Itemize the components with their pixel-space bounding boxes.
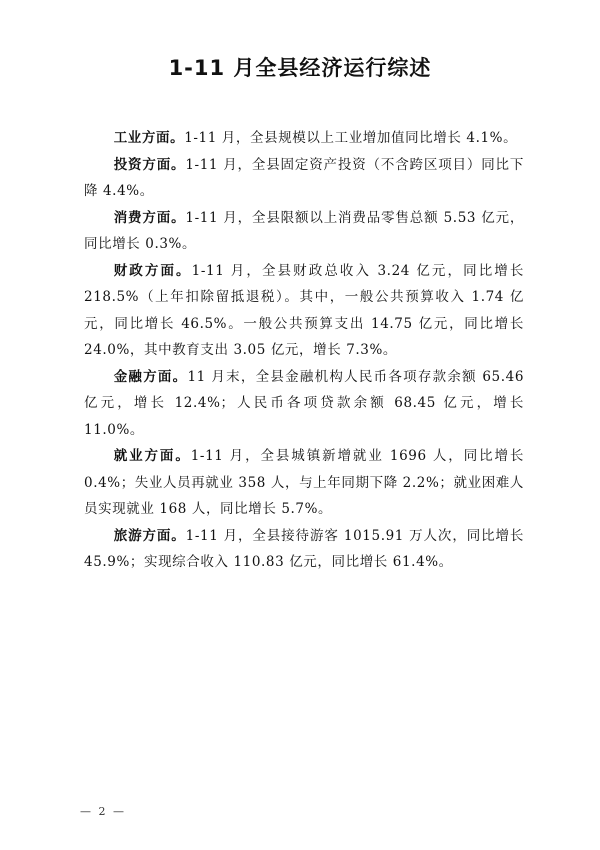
paragraph-tourism bbox=[84, 523, 524, 576]
paragraph-text: 1-11 月，全县限额以上消费品零售总额 5.53 亿元，同比增长 0.3%。 bbox=[84, 209, 524, 252]
page-number: — 2 — bbox=[80, 805, 126, 818]
paragraph-label: 财政方面。 bbox=[113, 262, 192, 279]
paragraph-text: 1-11 月，全县接待游客 1015.91 万人次，同比增长 45.9%；实现综合收入 110.83 亿元，同比增长 61.4%。 bbox=[84, 527, 525, 570]
paragraph-text: 1-11 月，全县城镇新增就业 1696 人，同比增长 0.4%；失业人员再就业 358 人，与上年同期下降 2.2%；就业困难人员实现就业 168 人，同比增长 5.7%。 bbox=[84, 448, 525, 517]
paragraph-text: 1-11 月，全县固定资产投资（不含跨区项目）同比下降 4.4%。 bbox=[84, 156, 524, 199]
paragraph-label: 消费方面。 bbox=[113, 209, 186, 226]
paragraph-label: 金融方面。 bbox=[113, 368, 188, 385]
paragraph-text: 1-11 月，全县规模以上工业增加值同比增长 4.1%。 bbox=[184, 130, 518, 146]
paragraph-finance bbox=[84, 258, 524, 364]
paragraph-label: 工业方面。 bbox=[113, 130, 185, 146]
paragraph-label: 就业方面。 bbox=[113, 448, 191, 464]
paragraph-banking bbox=[84, 364, 524, 444]
document-title: 1-11 月全县经济运行综述 bbox=[168, 56, 432, 80]
paragraph-consumption bbox=[84, 205, 524, 258]
paragraph-investment bbox=[84, 152, 524, 205]
paragraph-label: 投资方面。 bbox=[113, 156, 186, 173]
document-body bbox=[84, 125, 524, 576]
paragraph-text: 1-11 月，全县财政总收入 3.24 亿元，同比增长 218.5%（上年扣除留抵退税）。其中，一般公共预算收入 1.74 亿元，同比增长 46.5%。一般公共预算支出 14.75 亿元，同比增长 24.0%，其中教育支出 3.05 亿元，增长 7.3%。 bbox=[84, 262, 524, 358]
paragraph-industry bbox=[84, 125, 524, 152]
paragraph-label: 旅游方面。 bbox=[113, 527, 186, 544]
paragraph-text: 11 月末，全县金融机构人民币各项存款余额 65.46 亿元，增长 12.4%；人民币各项贷款余额 68.45 亿元，增长 11.0%。 bbox=[84, 368, 525, 438]
paragraph-employment bbox=[84, 443, 524, 523]
